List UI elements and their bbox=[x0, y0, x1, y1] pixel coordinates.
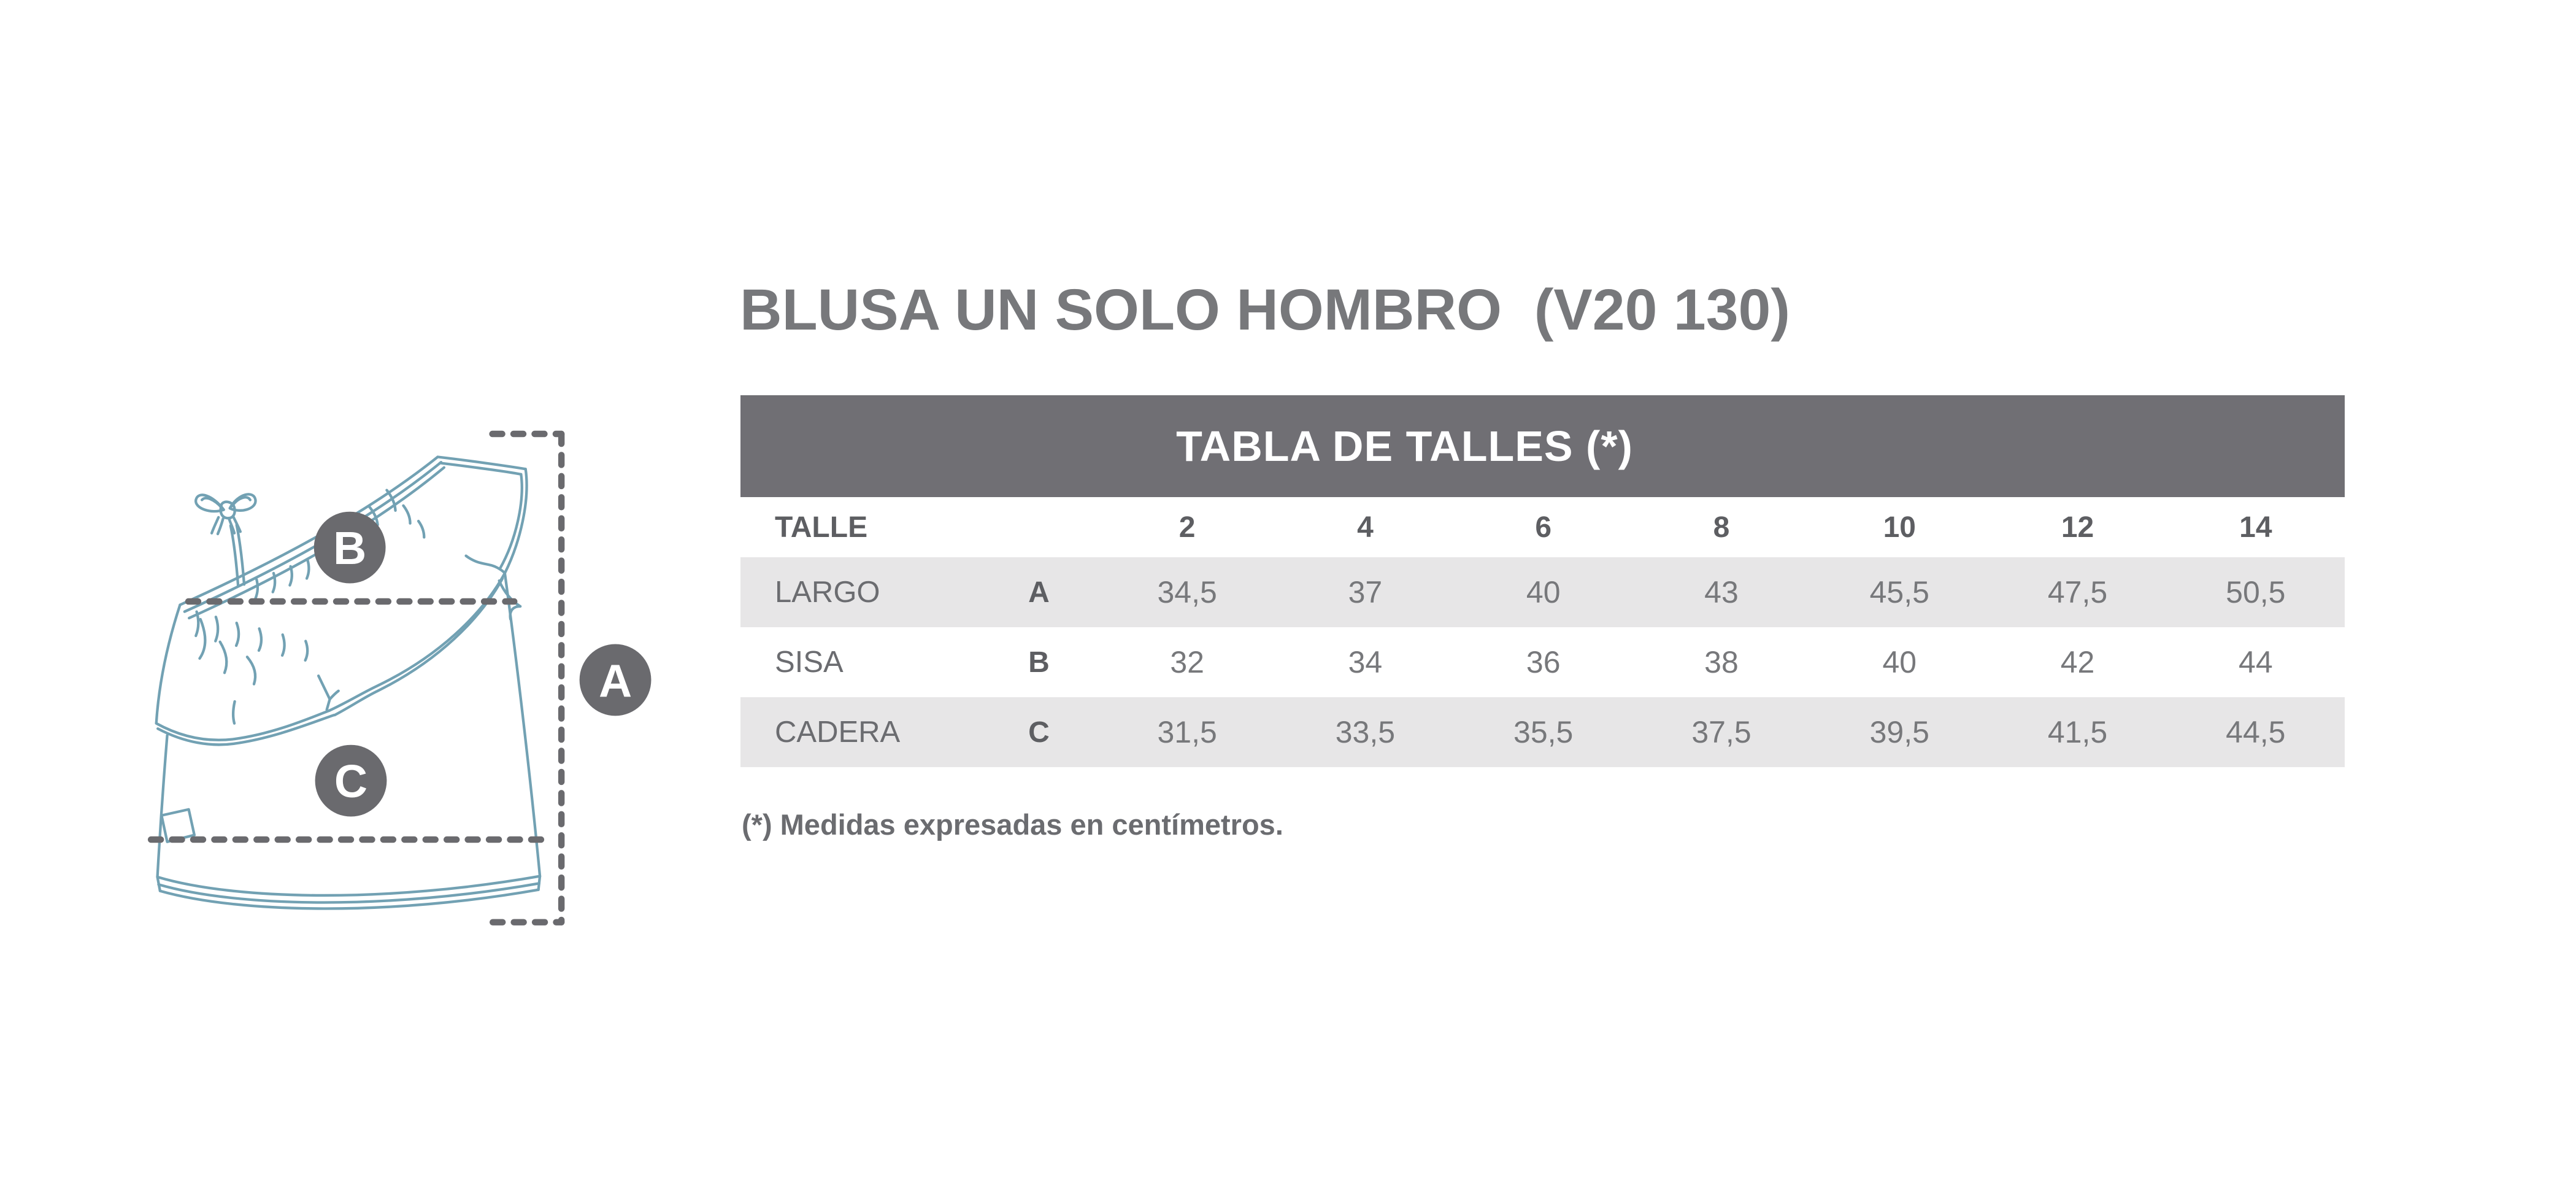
marker-column-header bbox=[980, 497, 1098, 557]
table-row-cadera bbox=[740, 697, 2345, 767]
size-header-12: 12 bbox=[2061, 511, 2094, 544]
shoulder-tie-bow bbox=[196, 494, 255, 534]
value-cell: 34 bbox=[1348, 645, 1383, 679]
size-table-title: TABLA DE TALLES (*) bbox=[1176, 422, 1633, 470]
marker-letter-cell: B bbox=[1028, 646, 1050, 679]
value-cell: 39,5 bbox=[1869, 715, 1929, 749]
table-row-largo bbox=[740, 557, 2345, 627]
size-header-6: 6 bbox=[1535, 511, 1552, 544]
blouse-sketch-svg bbox=[123, 393, 706, 976]
size-header-row bbox=[740, 497, 2345, 557]
size-header-10: 10 bbox=[1883, 511, 1916, 544]
table-row-sisa bbox=[740, 627, 2345, 697]
value-cell: 41,5 bbox=[2047, 715, 2108, 749]
value-cell: 35,5 bbox=[1513, 715, 1574, 749]
value-cell: 33,5 bbox=[1335, 715, 1396, 749]
size-header-4: 4 bbox=[1357, 511, 1374, 544]
marker-letter-cell: A bbox=[1028, 576, 1050, 609]
value-cell: 32 bbox=[1170, 645, 1204, 679]
value-cell: 42 bbox=[2060, 645, 2095, 679]
size-header-2: 2 bbox=[1178, 511, 1196, 544]
measurements-footnote: (*) Medidas expresadas en centímetros. bbox=[742, 808, 1283, 841]
measurement-dashed-lines bbox=[151, 434, 561, 922]
value-cell: 44,5 bbox=[2226, 715, 2286, 749]
talle-column-header: TALLE bbox=[775, 511, 868, 544]
value-cell: 34,5 bbox=[1157, 575, 1217, 609]
value-cell: 38 bbox=[1704, 645, 1739, 679]
value-cell: 37 bbox=[1348, 575, 1383, 609]
size-header-14: 14 bbox=[2239, 511, 2272, 544]
value-cell: 47,5 bbox=[2047, 575, 2108, 609]
measurement-markers bbox=[314, 512, 652, 817]
size-table bbox=[740, 395, 2345, 767]
garment-measurement-diagram bbox=[123, 393, 706, 976]
size-header-8: 8 bbox=[1713, 511, 1730, 544]
marker-b-label: B bbox=[333, 522, 367, 574]
value-cell: 44 bbox=[2239, 645, 2273, 679]
marker-c-label: C bbox=[334, 755, 368, 808]
value-cell: 40 bbox=[1882, 645, 1917, 679]
marker-a-label: A bbox=[598, 654, 632, 706]
value-cell: 37,5 bbox=[1691, 715, 1751, 749]
value-cell: 36 bbox=[1526, 645, 1561, 679]
value-cell: 31,5 bbox=[1157, 715, 1217, 749]
value-cell: 43 bbox=[1704, 575, 1739, 609]
value-cell: 40 bbox=[1526, 575, 1561, 609]
marker-letter-cell: C bbox=[1028, 716, 1050, 749]
measure-label: LARGO bbox=[775, 576, 880, 609]
value-cell: 45,5 bbox=[1869, 575, 1929, 609]
size-table-grid bbox=[740, 497, 2345, 767]
measure-label: SISA bbox=[775, 646, 844, 679]
size-table-header-bar bbox=[740, 395, 2345, 497]
measure-label: CADERA bbox=[775, 716, 901, 749]
value-cell: 50,5 bbox=[2226, 575, 2286, 609]
page-title: BLUSA UN SOLO HOMBRO (V20 130) bbox=[740, 277, 1790, 342]
